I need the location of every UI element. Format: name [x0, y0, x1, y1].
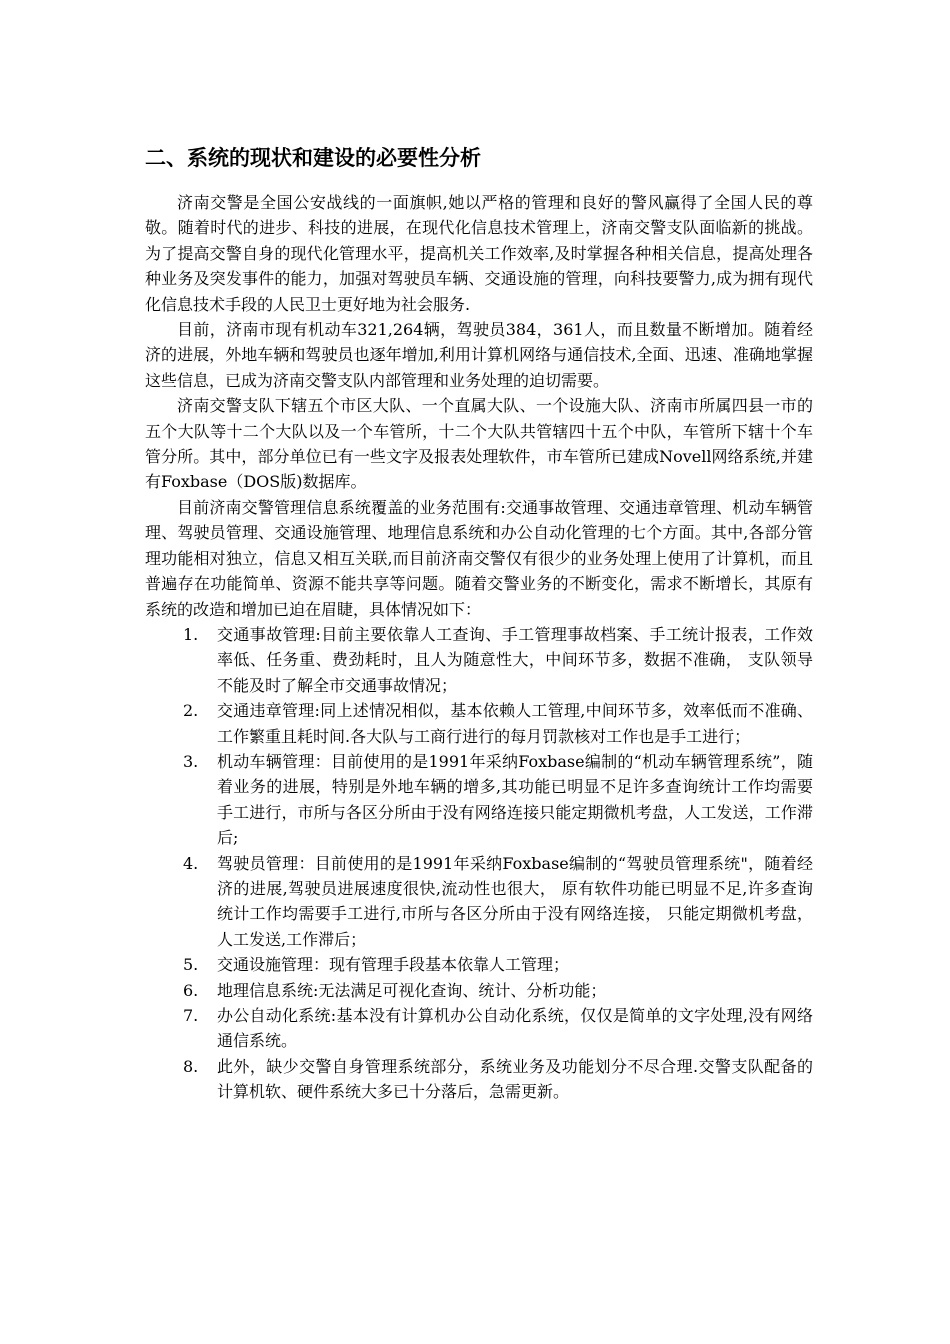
- paragraph: 济南交警是全国公安战线的一面旗帜,她以严格的管理和良好的警风赢得了全国人民的尊敬。随着时代的进步、科技的进展，在现代化信息技术管理上，济南交警支队面临新的挑战。为了提高交警自身的现代化管理水平，提高机关工作效率,及时掌握各种相关信息，提高处理各种业务及突发事件的能力，加强对驾驶员车辆、交通设施的管理，向科技要警力,成为拥有现代化信息技术手段的人民卫士更好地为社会服务.: [145, 193, 813, 314]
- paragraph: 济南交警支队下辖五个市区大队、一个直属大队、一个设施大队、济南市所属四县一市的五个大队等十二个大队以及一个车管所，十二个大队共管辖四十五个中队，车管所下辖十个车管分所。其中，部分单位已有一些文字及报表处理软件，市车管所已建成Novell网络系统,并建有Foxbase（DOS版)数据库。: [145, 396, 813, 492]
- list-item: [145, 698, 813, 749]
- list-item: [145, 1054, 813, 1105]
- paragraph: 目前，济南市现有机动车321,264辆，驾驶员384，361人，而且数量不断增加。随着经济的进展，外地车辆和驾驶员也逐年增加,利用计算机网络与通信技术,全面、迅速、准确地掌握这些信息，已成为济南交警支队内部管理和业务处理的迫切需要。: [145, 320, 813, 390]
- list-item-number: 8.: [183, 1056, 199, 1076]
- list-item-text: 机动车辆管理：目前使用的是1991年采纳Foxbase编制的“机动车辆管理系统”，随着业务的进展，特别是外地车辆的增多,其功能已明显不足许多查询统计工作均需要手工进行，市所与各区分所由于没有网络连接只能定期微机考盘，人工发送，工作滞后;: [217, 751, 813, 848]
- list-item: [145, 622, 813, 698]
- list-item-number: 3.: [183, 751, 199, 771]
- list-item: [145, 851, 813, 953]
- list-item-number: 6.: [183, 980, 199, 1000]
- list-item-text: 此外，缺少交警自身管理系统部分，系统业务及功能划分不尽合理.交警支队配备的计算机软、硬件系统大多已十分落后，急需更新。: [217, 1056, 813, 1102]
- list-item-text: 驾驶员管理：目前使用的是1991年采纳Foxbase编制的“驾驶员管理系统"，随着经济的进展,驾驶员进展速度很快,流动性也很大， 原有软件功能已明显不足,许多查询统计工作均需要手工进行,市所与各区分所由于没有网络连接， 只能定期微机考盘，人工发送,工作滞后；: [217, 853, 813, 949]
- numbered-list: [145, 622, 813, 1105]
- list-item-text: 地理信息系统:无法满足可视化查询、统计、分析功能；: [217, 980, 607, 1000]
- list-item-text: 交通事故管理:目前主要依靠人工查询、手工管理事故档案、手工统计报表，工作效率低、任务重、费劲耗时，且人为随意性大，中间环节多，数据不准确， 支队领导不能及时了解全市交通事故情况；: [217, 624, 813, 695]
- list-item-text: 交通设施管理：现有管理手段基本依靠人工管理；: [217, 955, 570, 975]
- list-item: [145, 978, 813, 1003]
- list-item: [145, 1003, 813, 1054]
- list-item-text: 办公自动化系统:基本没有计算机办公自动化系统，仅仅是简单的文字处理,没有网络通信系统。: [217, 1006, 813, 1051]
- list-item-number: 7.: [183, 1006, 199, 1025]
- list-item: [145, 749, 813, 851]
- paragraph: 目前济南交警管理信息系统覆盖的业务范围有:交通事故管理、交通违章管理、机动车辆管理、驾驶员管理、交通设施管理、地理信息系统和办公自动化管理的七个方面。其中,各部分管理功能相对独立，信息又相互关联,而目前济南交警仅有很少的业务处理上使用了计算机，而且普遍存在功能简单、资源不能共享等问题。随着交警业务的不断变化，需求不断增长，其原有系统的改造和增加已迫在眉睫，具体情况如下：: [145, 497, 813, 619]
- list-item-number: 5.: [183, 955, 199, 975]
- list-item-text: 交通违章管理:同上述情况相似，基本依赖人工管理,中间环节多，效率低而不准确、工作繁重且耗时间.各大队与工商行进行的每月罚款核对工作也是手工进行；: [217, 701, 813, 746]
- section-heading: 二、系统的现状和建设的必要性分析: [145, 146, 481, 170]
- list-item-number: 1.: [183, 624, 199, 644]
- list-item-number: 2.: [183, 701, 199, 721]
- list-item-number: 4.: [183, 853, 199, 873]
- list-item: [145, 952, 813, 977]
- section-body: [145, 190, 813, 1105]
